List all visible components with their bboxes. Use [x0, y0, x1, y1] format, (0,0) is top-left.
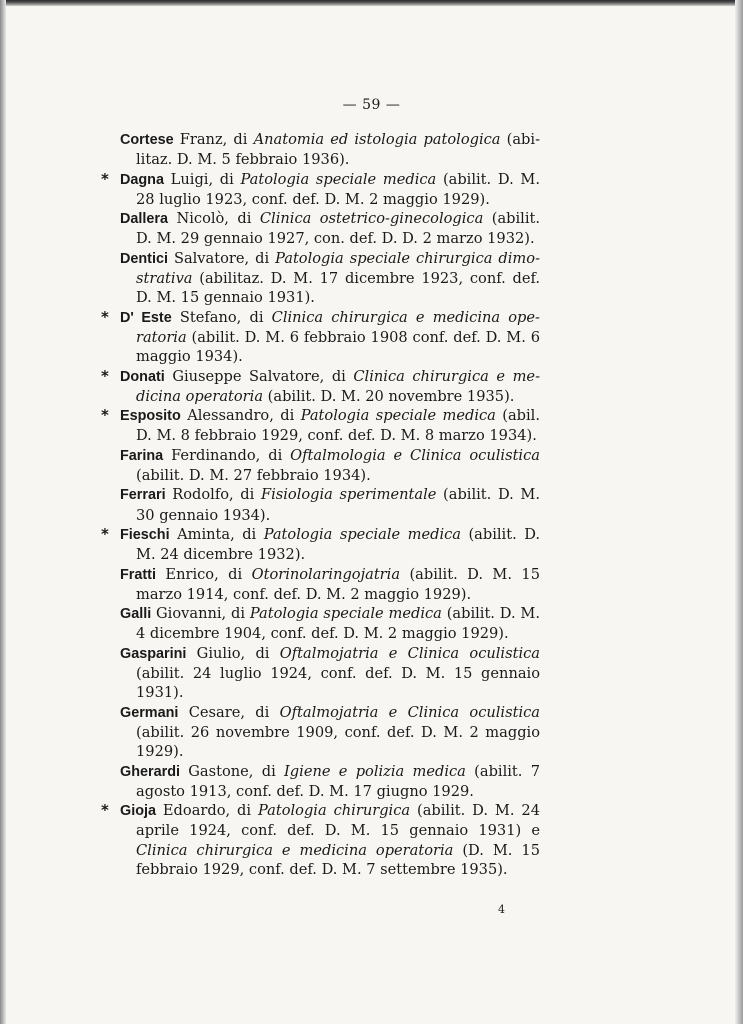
entry-surname: Farina — [120, 447, 164, 464]
entry-subject: Patologia speciale medica — [240, 170, 437, 188]
entry-subject: Clinica chirurgica e medicina operatoria — [136, 308, 540, 346]
scan-left-edge — [0, 0, 6, 1024]
entry-surname: Fratti — [120, 566, 156, 583]
list-item — [120, 565, 540, 605]
entry-given-name: Enrico, di — [155, 565, 252, 583]
list-item — [101, 366, 540, 407]
entry-given-name: Edoardo, di — [155, 802, 258, 820]
entry-details: (abilit. D. M. 24 dicembre 1932). — [136, 525, 541, 564]
entry-given-name: Stefano, di — [171, 308, 272, 326]
asterisk-marker: * — [101, 406, 109, 425]
scan-right-edge — [735, 0, 743, 1024]
entry-surname: Fieschi — [120, 526, 170, 543]
entry-given-name: Alessandro, di — [180, 407, 301, 425]
entry-subject: Igiene e polizia medica — [284, 762, 466, 780]
entry-details: (abilit. D. M. 24 aprile 1924, conf. def. D. M. 15 gennaio 1931) e — [136, 802, 540, 840]
entry-surname: Germani — [120, 704, 179, 721]
asterisk-marker: * — [101, 307, 109, 326]
entry-subject: Oftalmojatria e Clinica oculistica — [279, 703, 540, 721]
asterisk-marker: * — [101, 801, 109, 820]
entry-details: (abilit. 7 agosto 1913, conf. def. D. M. 17 giugno 1929. — [136, 762, 540, 800]
list-item — [120, 485, 540, 525]
entry-surname: Cortese — [120, 132, 174, 148]
entry-surname: Ferrari — [120, 487, 166, 504]
entry-details-secondary: (D. M. 15 febbraio 1929, conf. def. D. M. 7 settembre 1935). — [136, 841, 540, 878]
entry-given-name: Giovanni, di — [151, 605, 250, 623]
entry-details: (abilit. 24 luglio 1924, conf. def. D. M. 15 gennaio 1931). — [136, 665, 540, 702]
entry-details: (abilit. D. M. 27 febbraio 1934). — [136, 467, 371, 485]
list-item — [120, 130, 540, 170]
entry-details: (abilit. 26 novembre 1909, conf. def. D. M. 2 maggio 1929). — [136, 723, 540, 761]
entry-subject: Patologia speciale medica — [249, 605, 442, 623]
entry-details: (abilit. D. M. 30 gennaio 1934). — [136, 486, 541, 524]
entry-surname: Dentici — [120, 250, 168, 267]
entry-surname: Galli — [120, 606, 152, 623]
entry-subject: Patologia speciale chirurgica dimostrativa — [136, 249, 540, 288]
entry-given-name: Ferdinando, di — [163, 446, 291, 464]
entry-subject: Fisiologia sperimentale — [260, 486, 437, 504]
entry-details: (abilit. D. M. 6 febbraio 1908 conf. def. D. M. 6 maggio 1934). — [136, 328, 540, 366]
asterisk-marker: * — [101, 524, 109, 543]
entry-details: (abilit. D. M. 29 gennaio 1927, con. def. D. D. 2 marzo 1932). — [136, 210, 540, 248]
list-item — [101, 801, 540, 879]
signature-mark: 4 — [498, 903, 505, 916]
asterisk-marker: * — [101, 169, 109, 188]
page-number: — 59 — — [342, 97, 401, 113]
entry-given-name: Aminta, di — [169, 525, 264, 543]
entry-surname: Donati — [120, 368, 165, 385]
entry-given-name: Rodolfo, di — [165, 486, 261, 504]
entry-details: (abilit. D. M. 4 dicembre 1904, conf. def. D. M. 2 maggio 1929). — [136, 605, 540, 643]
entry-subject-secondary: Clinica chirurgica e medicina operatoria — [136, 841, 454, 859]
list-item — [120, 604, 540, 644]
entry-surname: Esposito — [120, 408, 181, 425]
entry-subject: Patologia speciale medica — [263, 525, 461, 543]
list-item — [120, 446, 540, 486]
list-item — [101, 406, 540, 446]
asterisk-marker: * — [101, 366, 109, 385]
entry-given-name: Salvatore, di — [167, 249, 276, 267]
entry-details: (abilit. D. M. 20 novembre 1935). — [263, 387, 515, 405]
entry-given-name: Luigi, di — [163, 170, 241, 188]
entry-surname: Dagna — [120, 171, 164, 188]
entry-given-name: Gastone, di — [179, 762, 285, 780]
entry-subject: Patologia speciale medica — [300, 407, 496, 425]
entry-subject: Anatomia ed istologia patologica — [253, 131, 501, 148]
scan-top-edge — [0, 0, 743, 6]
entry-subject: Oftalmologia e Clinica oculistica — [290, 446, 540, 464]
entry-surname: Gherardi — [120, 763, 180, 780]
entry-subject: Clinica chirurgica e medicina operatoria — [136, 367, 540, 405]
list-item — [101, 524, 541, 565]
entry-given-name: Nicolò, di — [168, 210, 260, 228]
entry-list — [101, 130, 541, 879]
list-item — [120, 644, 540, 703]
entry-subject: Otorinolaringojatria — [251, 565, 401, 583]
list-item — [101, 169, 540, 210]
entry-surname: Gasparini — [120, 645, 187, 662]
entry-surname: Dallera — [120, 211, 168, 228]
list-item — [120, 703, 540, 762]
entry-subject: Clinica ostetrico-ginecologica — [259, 210, 484, 228]
entry-given-name: Cesare, di — [178, 703, 280, 721]
list-item — [120, 762, 540, 802]
entry-details: (abilitaz. D. M. 17 dicembre 1923, conf. def. D. M. 15 gennaio 1931). — [136, 270, 540, 307]
entry-details: (abilitaz. D. M. 5 febbraio 1936). — [136, 131, 540, 169]
entry-given-name: Franz, di — [173, 131, 254, 148]
list-item — [120, 209, 540, 249]
entry-details: (abil. D. M. 8 febbraio 1929, conf. def. D. M. 8 marzo 1934). — [136, 407, 540, 445]
entry-details: (abilit. D. M. 28 luglio 1923, conf. def. D. M. 2 maggio 1929). — [136, 170, 540, 208]
list-item — [101, 307, 540, 367]
entry-surname: Gioja — [120, 803, 156, 820]
list-item — [120, 249, 540, 308]
entry-subject: Oftalmojatria e Clinica oculistica — [279, 644, 540, 662]
entry-given-name: Giuseppe Salvatore, di — [164, 367, 354, 385]
entry-surname: D' Este — [120, 309, 172, 326]
entry-given-name: Giulio, di — [186, 644, 280, 662]
entry-details: (abilit. D. M. 15 marzo 1914, conf. def. D. M. 2 maggio 1929). — [136, 565, 540, 603]
entry-subject: Patologia chirurgica — [258, 802, 411, 820]
